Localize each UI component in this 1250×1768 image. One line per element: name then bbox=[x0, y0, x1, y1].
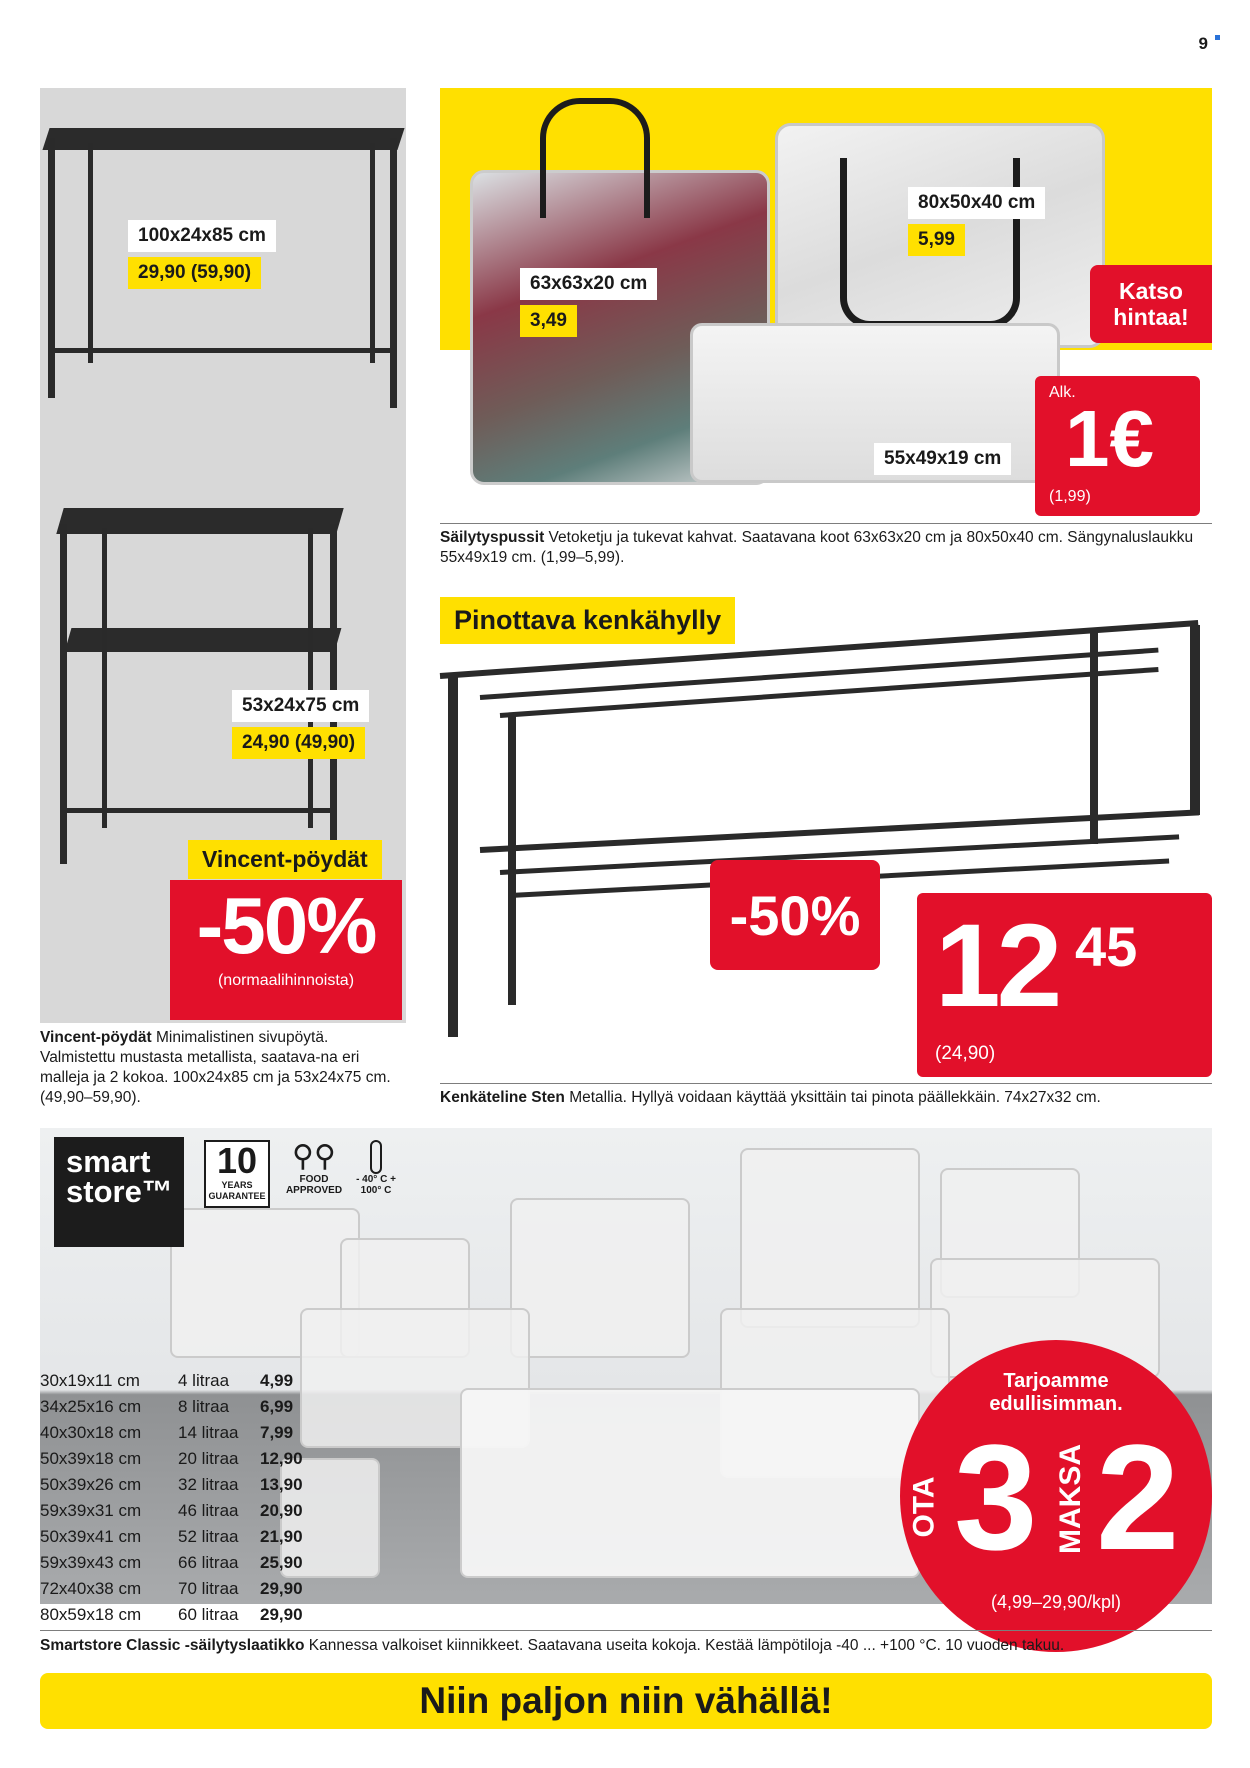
size-table-price: 29,90 bbox=[260, 1579, 303, 1598]
size-table-row bbox=[40, 1498, 303, 1524]
size-table-dimensions: 30x19x11 cm bbox=[40, 1371, 140, 1390]
bags-from-price: 1€ bbox=[1065, 394, 1154, 483]
size-table-volume: 52 litraa bbox=[178, 1527, 239, 1546]
size-table-volume: 4 litraa bbox=[178, 1371, 230, 1390]
size-table-row bbox=[40, 1524, 303, 1550]
shoe-rack-price-main: 12 bbox=[935, 900, 1059, 1032]
size-table-dimensions: 34x25x16 cm bbox=[40, 1397, 142, 1416]
footer-slogan: Niin paljon niin vähällä! bbox=[419, 1680, 833, 1721]
vincent-discount-value: -50% bbox=[196, 881, 376, 970]
size-table-dimensions: 59x39x43 cm bbox=[40, 1553, 142, 1572]
size-table-row bbox=[40, 1446, 303, 1472]
size-table-dimensions: 72x40x38 cm bbox=[40, 1579, 142, 1598]
bag-2-price-tag: 5,99 bbox=[908, 224, 965, 256]
bag-3-size-tag: 55x49x19 cm bbox=[874, 443, 1011, 475]
size-table-row bbox=[40, 1550, 303, 1576]
bags-caption-title: Säilytyspussit bbox=[440, 529, 545, 546]
size-table-row bbox=[40, 1602, 303, 1628]
vincent-large-price-tag: 29,90 (59,90) bbox=[128, 257, 261, 289]
bags-caption bbox=[440, 528, 1212, 568]
size-table-row bbox=[40, 1394, 303, 1420]
offer-price-range: (4,99–29,90/kpl) bbox=[990, 1592, 1122, 1612]
bags-from-label: Alk. bbox=[1049, 384, 1076, 401]
temperature-icon bbox=[348, 1140, 404, 1196]
food-approved-icon: ⚲⚲ FOOD APPROVED bbox=[285, 1140, 343, 1196]
check-price-badge bbox=[1090, 265, 1212, 343]
size-table-volume: 60 litraa bbox=[178, 1605, 239, 1624]
offer-take-number: 3 bbox=[954, 1413, 1038, 1581]
bag-1-price-tag: 3,49 bbox=[520, 305, 577, 337]
bag-2-size-tag: 80x50x40 cm bbox=[908, 187, 1045, 219]
vincent-caption-title: Vincent-pöydät bbox=[40, 1029, 152, 1046]
bags-from-price-box bbox=[1035, 376, 1200, 516]
smartstore-divider bbox=[40, 1630, 1212, 1631]
shoe-rack-caption bbox=[440, 1088, 1212, 1108]
size-table-price: 7,99 bbox=[260, 1423, 294, 1442]
size-table-dimensions: 59x39x31 cm bbox=[40, 1501, 142, 1520]
shoe-rack-title: Pinottava kenkähylly bbox=[440, 597, 735, 644]
size-table-volume: 66 litraa bbox=[178, 1553, 239, 1572]
guarantee-label: YEARS GUARANTEE bbox=[208, 1180, 266, 1201]
size-table-price: 4,99 bbox=[260, 1371, 294, 1390]
size-table-price: 13,90 bbox=[260, 1475, 303, 1494]
vincent-discount-badge bbox=[170, 880, 402, 1020]
bags-caption-text: Vetoketju ja tukevat kahvat. Saatavana koot 63x63x20 cm ja 80x50x40 cm. Sängynaluslaukku 55x49x19 cm. (1,99–5,99). bbox=[440, 529, 1194, 566]
vincent-caption bbox=[40, 1028, 406, 1108]
smartstore-logo-line1: smart bbox=[66, 1144, 151, 1179]
size-table-volume: 14 litraa bbox=[178, 1423, 239, 1442]
size-table-row bbox=[40, 1576, 303, 1602]
size-table-dimensions: 80x59x18 cm bbox=[40, 1605, 142, 1624]
size-table-price: 29,90 bbox=[260, 1605, 303, 1624]
size-table-row bbox=[40, 1368, 303, 1394]
size-table-price: 12,90 bbox=[260, 1449, 303, 1468]
size-table-volume: 20 litraa bbox=[178, 1449, 239, 1468]
size-table-dimensions: 50x39x26 cm bbox=[40, 1475, 142, 1494]
page-number: 9 bbox=[1198, 34, 1208, 53]
vincent-small-price-tag: 24,90 (49,90) bbox=[232, 727, 365, 759]
size-table-row bbox=[40, 1420, 303, 1446]
size-table-volume: 8 litraa bbox=[178, 1397, 230, 1416]
vincent-title-tag: Vincent-pöydät bbox=[188, 840, 382, 879]
guarantee-badge bbox=[204, 1140, 270, 1208]
bags-divider bbox=[440, 523, 1212, 524]
vincent-small-size-tag: 53x24x75 cm bbox=[232, 690, 369, 722]
smartstore-caption-title: Smartstore Classic -säilytyslaatikko bbox=[40, 1637, 305, 1654]
offer-top-text: Tarjoamme edullisimman. bbox=[989, 1370, 1123, 1415]
offer-pay-number: 2 bbox=[1096, 1413, 1180, 1581]
footer-slogan-bar bbox=[40, 1673, 1212, 1729]
smartstore-caption bbox=[40, 1636, 1212, 1656]
size-table-dimensions: 40x30x18 cm bbox=[40, 1423, 142, 1442]
size-table-dimensions: 50x39x18 cm bbox=[40, 1449, 142, 1468]
size-table-price: 25,90 bbox=[260, 1553, 303, 1572]
smartstore-caption-text: Kannessa valkoiset kiinnikkeet. Saatavana useita kokoja. Kestää lämpötiloja -40 ... +100 °C. 10 vuoden takuu. bbox=[304, 1637, 1065, 1654]
shoe-rack-divider bbox=[440, 1083, 1212, 1084]
food-approved-label: FOOD APPROVED bbox=[285, 1174, 343, 1196]
offer-take-label: OTA bbox=[907, 1476, 941, 1538]
shoe-rack-discount-value: -50% bbox=[729, 883, 861, 947]
guarantee-years: 10 bbox=[216, 1140, 258, 1181]
shoe-rack-price-box bbox=[917, 893, 1212, 1077]
vincent-caption-text: Minimalistinen sivupöytä. Valmistettu mustasta metallista, saatava-na eri malleja ja 2 kokoa. 100x24x85 cm ja 53x24x75 cm. (49,90–59,90). bbox=[40, 1029, 391, 1106]
shoe-rack-regular-price: (24,90) bbox=[935, 1043, 996, 1064]
temperature-label: - 40° C + 100° C bbox=[356, 1174, 396, 1196]
bags-from-regular: (1,99) bbox=[1049, 488, 1091, 505]
size-table-price: 20,90 bbox=[260, 1501, 303, 1520]
take-3-pay-2-badge bbox=[900, 1340, 1212, 1652]
smartstore-logo bbox=[54, 1137, 184, 1247]
size-table-price: 21,90 bbox=[260, 1527, 303, 1546]
smartstore-size-table bbox=[40, 1368, 303, 1628]
shoe-rack-caption-title: Kenkäteline Sten bbox=[440, 1089, 565, 1106]
check-price-text: Katso hintaa! bbox=[1113, 278, 1189, 330]
shoe-rack-discount-badge bbox=[710, 860, 880, 970]
size-table-volume: 46 litraa bbox=[178, 1501, 239, 1520]
smartstore-logo-line2: store™ bbox=[66, 1174, 173, 1209]
size-table-volume: 32 litraa bbox=[178, 1475, 239, 1494]
size-table-row bbox=[40, 1472, 303, 1498]
vincent-large-size-tag: 100x24x85 cm bbox=[128, 220, 276, 252]
vincent-discount-note: (normaalihinnoista) bbox=[217, 972, 355, 989]
size-table-volume: 70 litraa bbox=[178, 1579, 239, 1598]
size-table-dimensions: 50x39x41 cm bbox=[40, 1527, 142, 1546]
offer-pay-label: MAKSA bbox=[1054, 1444, 1087, 1554]
size-table-price: 6,99 bbox=[260, 1397, 294, 1416]
bag-1-size-tag: 63x63x20 cm bbox=[520, 268, 657, 300]
shoe-rack-caption-text: Metallia. Hyllyä voidaan käyttää yksittäin tai pinota päällekkäin. 74x27x32 cm. bbox=[564, 1089, 1101, 1106]
shoe-rack-price-cents: 45 bbox=[1075, 915, 1138, 978]
